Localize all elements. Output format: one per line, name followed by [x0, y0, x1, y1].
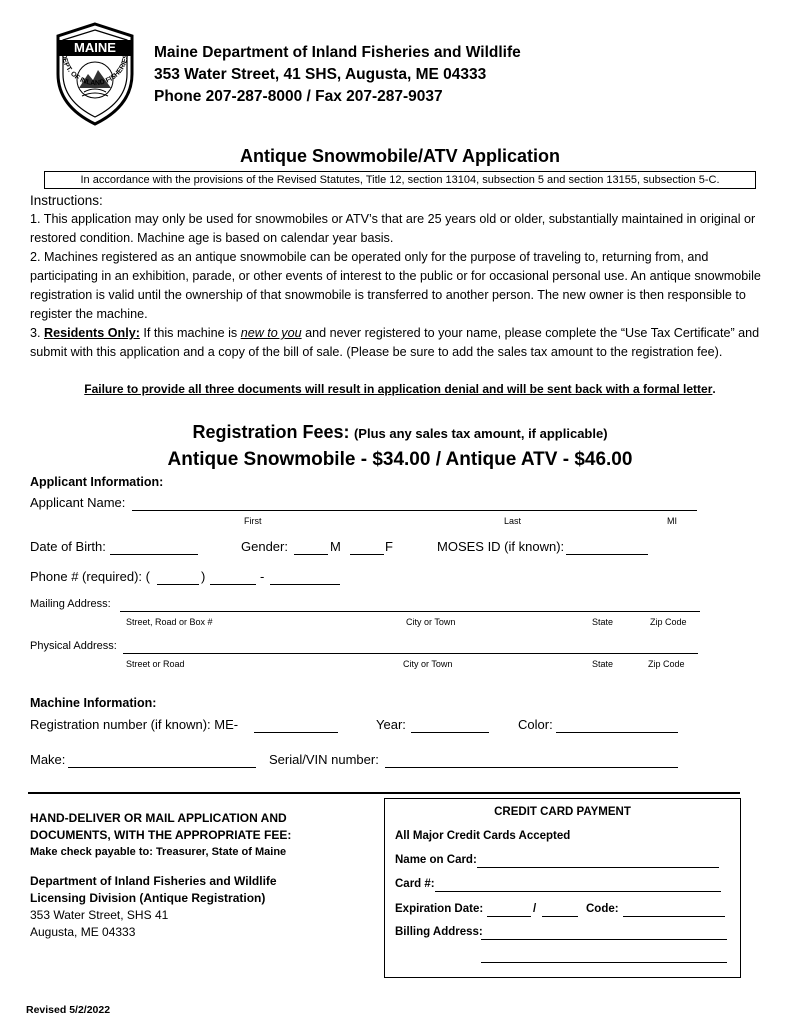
physical-state-caption: State — [592, 659, 614, 669]
gender-female-field[interactable] — [350, 554, 384, 555]
card-number-label: Card #: — [395, 878, 435, 890]
security-code-label: Code: — [586, 903, 619, 915]
fees-label: Registration Fees: — [192, 422, 350, 442]
phone-prefix-field[interactable] — [210, 584, 256, 585]
instructions — [30, 191, 770, 362]
year-field[interactable] — [411, 732, 489, 733]
physical-address-field[interactable] — [123, 653, 698, 654]
registration-number-field[interactable] — [254, 732, 338, 733]
failure-text: Failure to provide all three documents will result in application denial and will be sent back with a formal letter — [84, 382, 713, 396]
cards-accepted: All Major Credit Cards Accepted — [395, 830, 571, 842]
gender-female-label: F — [385, 539, 393, 554]
billing-address-field[interactable] — [481, 939, 727, 940]
mailing-zip-caption: Zip Code — [650, 617, 687, 627]
item3-number: 3. — [30, 326, 45, 340]
moses-id-label: MOSES ID (if known): — [437, 539, 565, 554]
billing-address-field-2[interactable] — [481, 962, 727, 963]
color-field[interactable] — [556, 732, 678, 733]
phone-line-field[interactable] — [270, 584, 340, 585]
name-on-card-field[interactable] — [477, 867, 719, 868]
machine-heading: Machine Information: — [30, 696, 157, 710]
billing-address-label: Billing Address: — [395, 926, 483, 938]
item3-text-b: and never registered to your name, please complete the “Use Tax Certificate” and submit with this application and a copy of the bill of sale. (Please be sure to add the sales tax amount to the registration fee). — [30, 326, 760, 359]
moses-id-field[interactable] — [566, 554, 648, 555]
physical-street-caption: Street or Road — [126, 659, 185, 669]
applicant-name-label: Applicant Name: — [30, 495, 126, 510]
failure-warning — [30, 382, 770, 396]
failure-period: . — [712, 382, 716, 396]
expiration-year-field[interactable] — [542, 916, 578, 917]
form-title: Antique Snowmobile/ATV Application — [240, 146, 560, 166]
mail-division: Licensing Division (Antique Registration) — [30, 891, 266, 905]
dob-field[interactable] — [110, 554, 198, 555]
fees-prices: Antique Snowmobile - $34.00 / Antique ATV - $46.00 — [167, 449, 633, 470]
shield-emblem-icon — [48, 22, 142, 126]
mail-dept: Department of Inland Fisheries and Wildlife — [30, 874, 277, 888]
mailing-street-caption: Street, Road or Box # — [126, 617, 213, 627]
first-name-caption: First — [244, 516, 262, 526]
expiration-slash: / — [533, 903, 537, 915]
mailing-city-caption: City or Town — [406, 617, 456, 627]
mail-city: Augusta, ME 04333 — [30, 925, 136, 939]
year-label: Year: — [376, 717, 406, 732]
credit-card-title: CREDIT CARD PAYMENT — [494, 806, 631, 818]
fees-heading — [0, 422, 800, 443]
card-number-field[interactable] — [435, 891, 721, 892]
agency-address: 353 Water Street, 41 SHS, Augusta, ME 04333 — [154, 66, 487, 83]
fees-note: (Plus any sales tax amount, if applicable) — [353, 426, 608, 441]
logo-word: MAINE — [74, 40, 116, 55]
physical-city-caption: City or Town — [403, 659, 453, 669]
agency-header — [154, 42, 521, 108]
phone-area-field[interactable] — [157, 584, 199, 585]
residents-only-label: Residents Only: — [44, 326, 140, 340]
credit-card-box — [384, 798, 741, 978]
item3-text-a: If this machine is — [139, 326, 241, 340]
expiration-month-field[interactable] — [487, 916, 531, 917]
agency-name: Maine Department of Inland Fisheries and Wildlife — [154, 44, 521, 61]
make-field[interactable] — [68, 767, 256, 768]
applicant-heading: Applicant Information: — [30, 475, 164, 489]
mail-line-1: HAND-DELIVER OR MAIL APPLICATION AND — [30, 811, 287, 825]
serial-vin-field[interactable] — [385, 767, 678, 768]
expiration-label: Expiration Date: — [395, 903, 484, 915]
registration-number-label: Registration number (if known): ME- — [30, 717, 239, 732]
mail-instructions — [30, 810, 291, 941]
last-name-caption: Last — [504, 516, 522, 526]
physical-address-label: Physical Address: — [30, 640, 117, 652]
applicant-name-field[interactable] — [132, 510, 697, 511]
instruction-item-3 — [30, 324, 770, 362]
new-to-you-text: new to you — [240, 326, 302, 340]
mi-caption: MI — [667, 516, 677, 526]
phone-dash: - — [260, 569, 265, 584]
statute-note: In accordance with the provisions of the Revised Statutes, Title 12, section 13104, subsection 5 and section 13155, subsection 5-C. — [44, 171, 756, 189]
mail-street: 353 Water Street, SHS 41 — [30, 908, 169, 922]
mail-line-2: DOCUMENTS, WITH THE APPROPRIATE FEE: — [30, 828, 292, 842]
make-label: Make: — [30, 752, 66, 767]
mailing-address-field[interactable] — [120, 611, 700, 612]
dob-label: Date of Birth: — [30, 539, 106, 554]
name-on-card-label: Name on Card: — [395, 854, 477, 866]
instruction-item-2: 2. Machines registered as an antique snowmobile can be operated only for the purpose of traveling to, returning from, and participating in an exhibition, parade, or other events of interest to the public or for occasional personal use. An antique snowmobile registration is valid until the ownership of that snowmobile is transferred to another person. The new owner is then responsible to register the machine. — [30, 250, 761, 321]
color-label: Color: — [518, 717, 553, 732]
instruction-item-1: 1. This application may only be used for snowmobiles or ATV’s that are 25 years old or older, substantially maintained in original or restored condition. Machine age is based on calendar year basis. — [30, 212, 756, 245]
gender-label: Gender: — [241, 539, 288, 554]
section-divider — [28, 792, 740, 794]
phone-label: Phone # (required): ( — [30, 569, 150, 584]
phone-close-paren: ) — [201, 569, 206, 584]
mailing-state-caption: State — [592, 617, 614, 627]
gender-male-field[interactable] — [294, 554, 328, 555]
physical-zip-caption: Zip Code — [648, 659, 685, 669]
revision-date: Revised 5/2/2022 — [26, 1004, 111, 1016]
serial-vin-label: Serial/VIN number: — [269, 752, 379, 767]
instructions-heading: Instructions: — [30, 193, 103, 208]
gender-male-label: M — [330, 539, 341, 554]
maine-ifw-logo — [48, 22, 142, 126]
agency-phone: Phone 207-287-8000 / Fax 207-287-9037 — [154, 88, 443, 105]
security-code-field[interactable] — [623, 916, 725, 917]
logo-ring-text: DEPT. OF INLAND FISHERIES — [59, 53, 130, 88]
mailing-address-label: Mailing Address: — [30, 598, 111, 610]
check-payable: Make check payable to: Treasurer, State of Maine — [30, 846, 287, 858]
